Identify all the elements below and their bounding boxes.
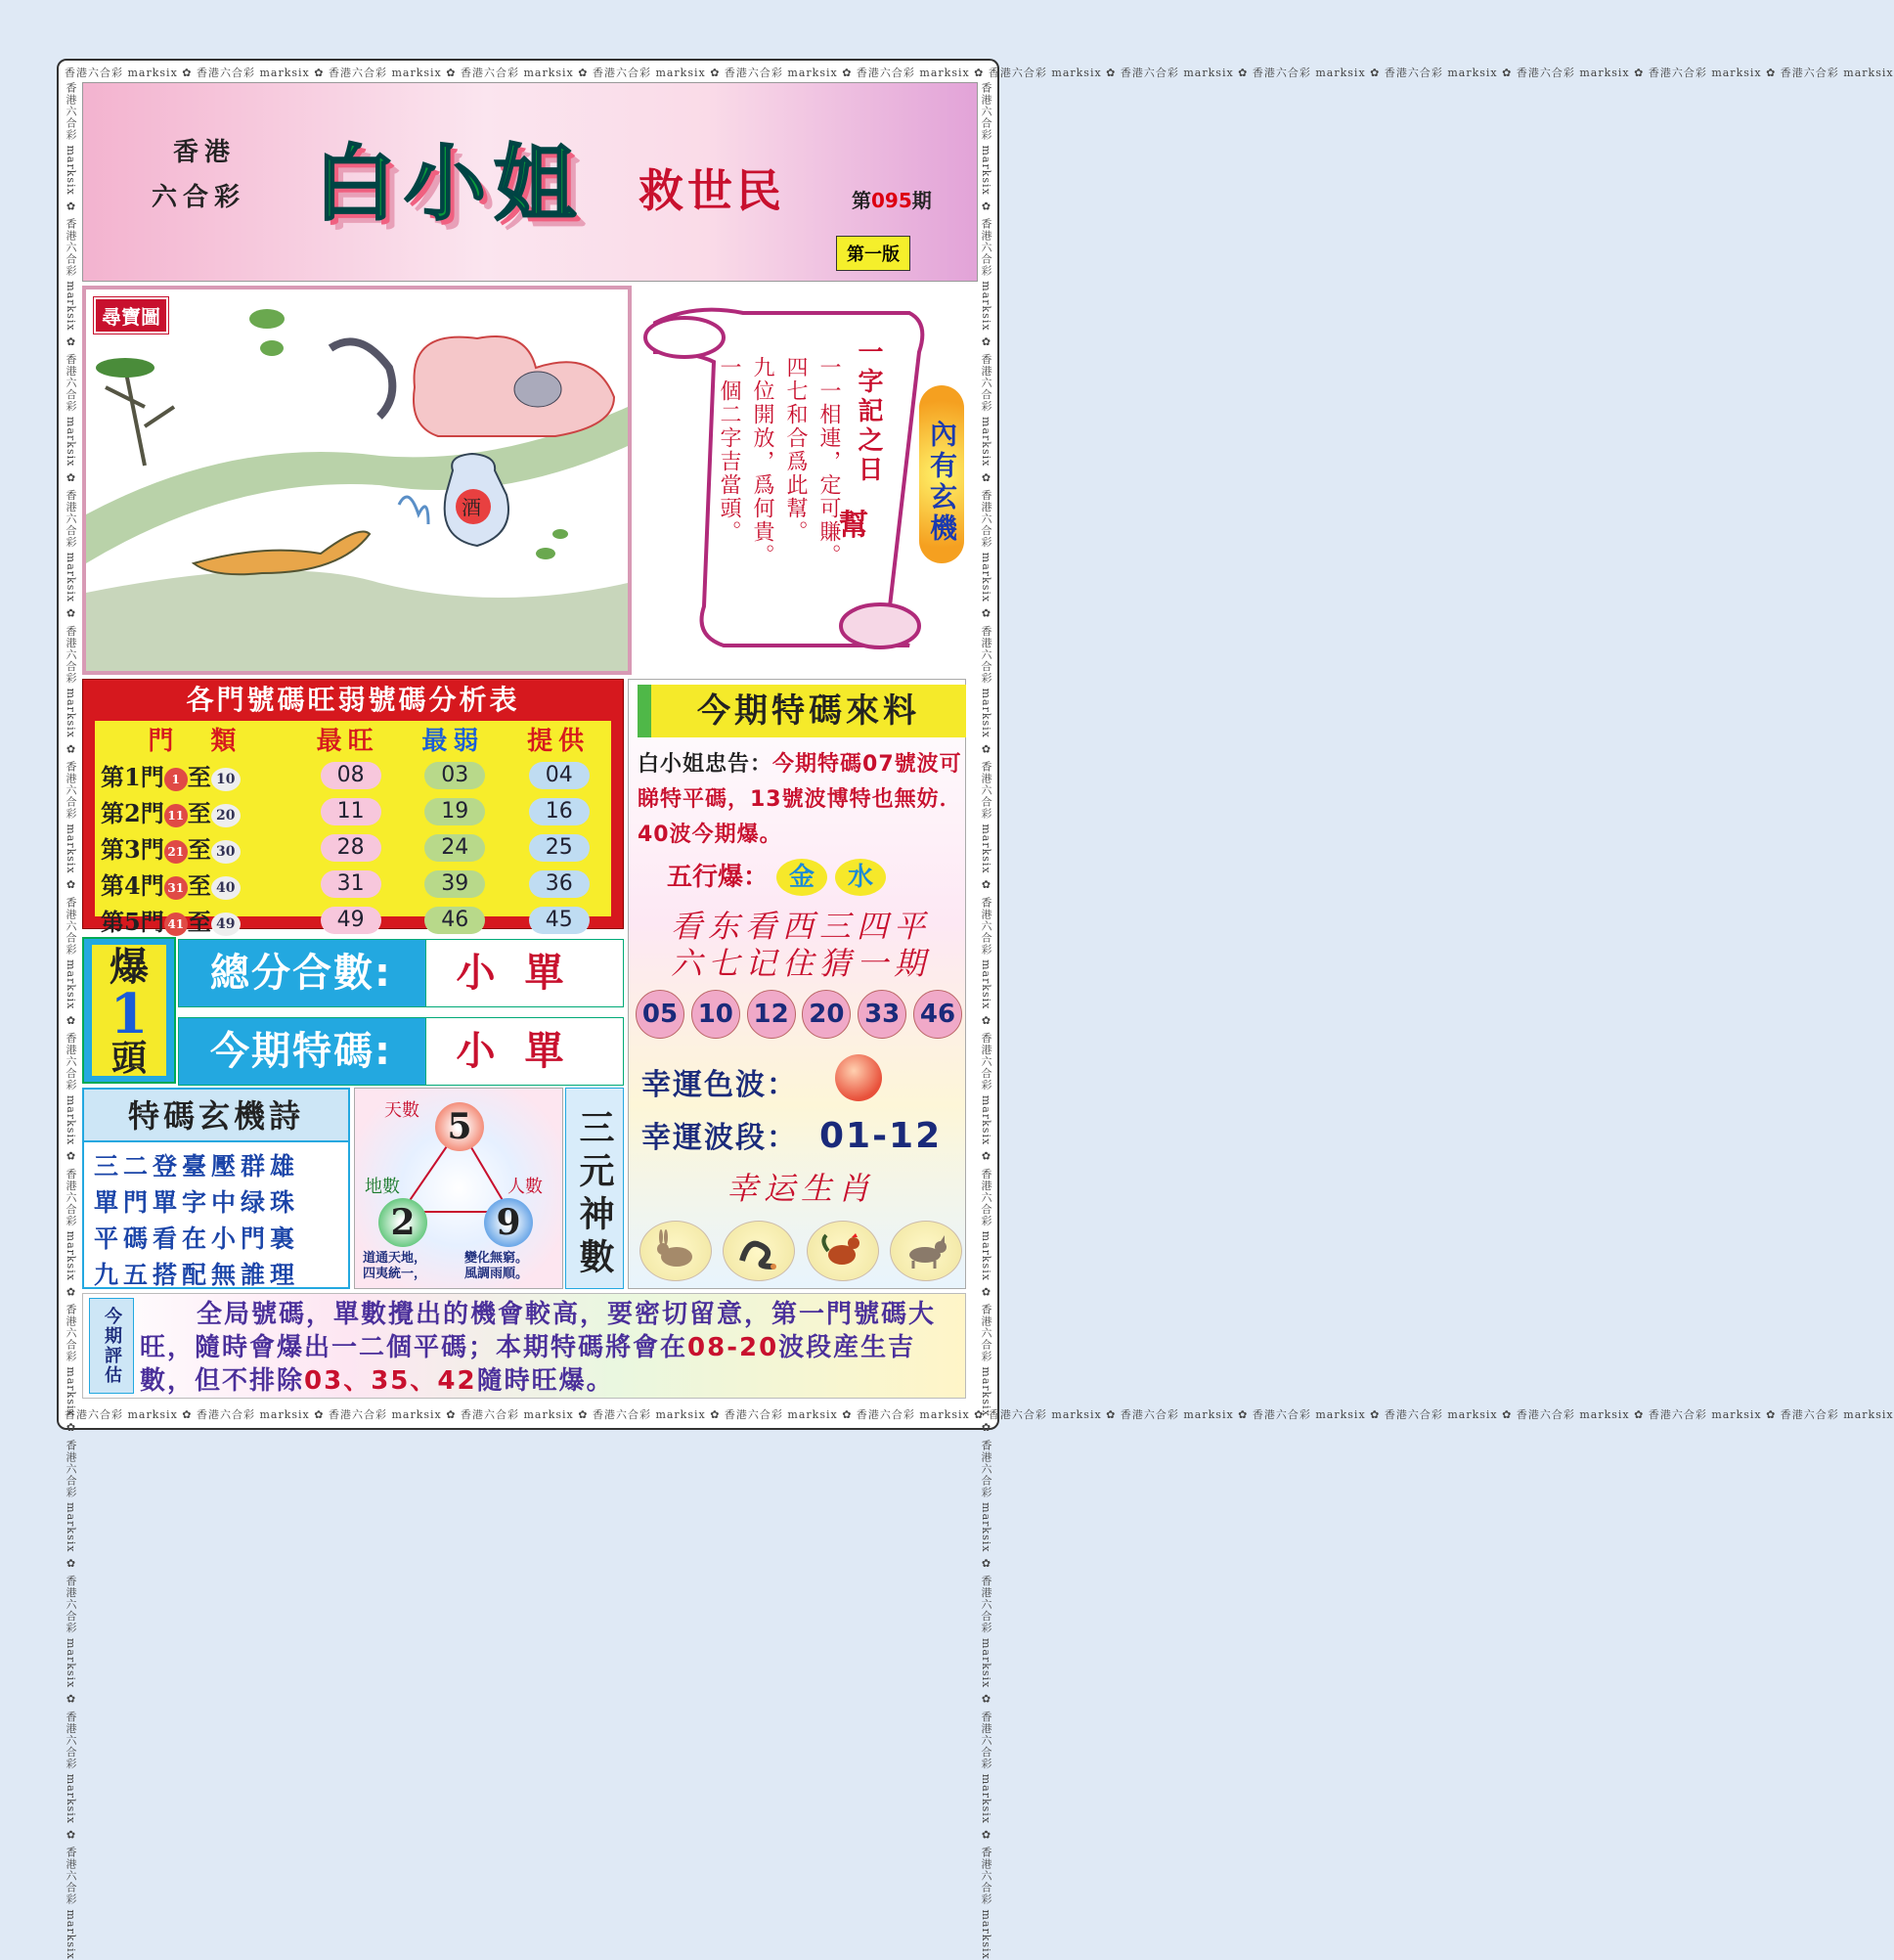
given-number: 36 — [529, 870, 590, 898]
door-range: 第2門 11 至 20 — [95, 794, 298, 828]
col-give: 提供 — [527, 727, 591, 756]
wuxing-gold: 金 — [776, 859, 827, 896]
tri-right-node: 9 — [484, 1198, 533, 1247]
scroll-answer: 幫 — [839, 509, 868, 543]
analysis-row — [95, 902, 611, 938]
hint-line2: 六七记住猜一期 — [670, 945, 931, 982]
tri-caption-right: 變化無窮。 風調雨順。 — [464, 1251, 529, 1281]
range-end-ball: 10 — [211, 768, 241, 791]
hot-number: 49 — [321, 907, 381, 934]
tri-top-label: 天數 — [384, 1100, 419, 1121]
number-ball: 20 — [802, 990, 851, 1039]
lucky-numbers — [636, 990, 962, 1039]
scroll-riddle — [636, 293, 931, 665]
scroll-line: 一一相連，定可賺。 — [816, 356, 841, 567]
poem-line: 平碼看在小門裏 — [94, 1225, 300, 1253]
tri-top-node: 5 — [435, 1102, 484, 1151]
region-line1: 香港 — [173, 138, 237, 167]
border-right: 香港六合彩 marksix ✿ 香港六合彩 marksix ✿ 香港六合彩 marksix ✿ 香港六合彩 marksix ✿ 香港六合彩 marksix ✿ 香港六合彩 marksix ✿ 香港六合彩 marksix ✿ 香港六合彩 marksix ✿ 香港六合彩 marksix ✿ 香港六合彩 marksix ✿ 香港六合彩 marksix ✿ 香港六合彩 marksix ✿ 香港六合彩 marksix ✿ 香港六合彩 marksix — [980, 82, 992, 1960]
hot-number: 28 — [321, 834, 381, 862]
given-number: 25 — [529, 834, 590, 862]
lucky-color-row: 幸運色波： — [641, 1068, 798, 1102]
door-range: 第5門 41 至 49 — [95, 903, 298, 937]
lucky-range-row: 幸運波段： 01-12 — [641, 1116, 943, 1156]
advice-text: 白小姐忠告：今期特碼07號波可睇特平碼，13號波博特也無妨．40波今期爆。 — [638, 752, 962, 847]
zodiac-title: 幸运生肖 — [726, 1170, 875, 1207]
total-sum-bar — [178, 939, 624, 1007]
total-sum-label: 總分合數: — [210, 951, 392, 996]
tri-right-label: 人數 — [507, 1177, 543, 1197]
wuxing-water: 水 — [835, 859, 886, 896]
range-end-ball: 40 — [211, 876, 241, 900]
door-range: 第3門 21 至 30 — [95, 830, 298, 865]
range-start-ball: 11 — [164, 804, 188, 827]
cold-number: 46 — [424, 907, 485, 934]
wuxing-label: 五行爆： — [667, 863, 770, 892]
range-end-ball: 49 — [211, 913, 241, 936]
poem-title: 特碼玄機詩 — [84, 1090, 348, 1142]
treasure-map — [82, 286, 632, 675]
evaluation-tag: 今期評估 — [89, 1298, 134, 1394]
special-label: 今期特碼: — [210, 1029, 392, 1074]
hint-line1: 看东看西三四平 — [670, 908, 931, 945]
mystery-badge: 內有玄機 — [919, 385, 964, 563]
poem-line: 九五搭配無誰理 — [94, 1261, 300, 1289]
number-ball: 46 — [913, 990, 962, 1039]
lucky-color-ball — [835, 1054, 882, 1101]
number-ball: 05 — [636, 990, 684, 1039]
scroll-lines — [712, 356, 845, 620]
rooster-icon — [807, 1221, 879, 1281]
special-bar — [178, 1017, 624, 1086]
poem-box — [82, 1088, 350, 1289]
col-cold: 最弱 — [421, 727, 485, 756]
door-range: 第1門 1 至 10 — [95, 758, 298, 792]
cold-number: 19 — [424, 798, 485, 825]
given-number: 16 — [529, 798, 590, 825]
sanyuan-label: 三元神數 — [565, 1088, 624, 1289]
cold-number: 03 — [424, 762, 485, 789]
range-start-ball: 41 — [164, 913, 188, 936]
bao-l2: 1 — [110, 982, 149, 1047]
treasure-label: 尋寶圖 — [94, 297, 168, 334]
analysis-row — [95, 866, 611, 902]
analysis-row — [95, 757, 611, 793]
evaluation-text: 全局號碼，單數攪出的機會較高，要密切留意，第一門號碼大旺，隨時會爆出一二個平碼；本期特碼將會在08-20波段産生吉數，但不排除03、35、42隨時旺爆。 — [140, 1300, 937, 1396]
poem-line: 三二登臺壓群雄 — [94, 1152, 300, 1180]
analysis-table — [82, 679, 624, 936]
cold-number: 39 — [424, 870, 485, 898]
range-end-ball: 20 — [211, 804, 241, 827]
total-sum-value: 小單 — [425, 940, 623, 1006]
number-triangle — [354, 1088, 563, 1289]
hot-number: 31 — [321, 870, 381, 898]
special-source-title: 今期特碼來料 — [638, 685, 966, 737]
treasure-illustration — [86, 290, 628, 671]
analysis-header-row — [95, 721, 611, 757]
poem-line: 單門單字中绿珠 — [94, 1188, 300, 1217]
tri-caption-left: 道通天地， 四夷統一， — [363, 1251, 427, 1281]
cold-number: 24 — [424, 834, 485, 862]
col-hot: 最旺 — [316, 727, 379, 756]
range-end-ball: 30 — [211, 840, 241, 864]
tri-left-label: 地數 — [365, 1177, 400, 1197]
border-bottom: 香港六合彩 marksix ✿ 香港六合彩 marksix ✿ 香港六合彩 marksix ✿ 香港六合彩 marksix ✿ 香港六合彩 marksix ✿ 香港六合彩 marksix ✿ 香港六合彩 marksix ✿ 香港六合彩 marksix ✿ 香港六合彩 marksix ✿ 香港六合彩 marksix ✿ 香港六合彩 marksix ✿ 香港六合彩 marksix ✿ 香港六合彩 marksix ✿ 香港六合彩 marksix — [65, 1408, 1894, 1421]
issue-number: 第095期 — [852, 189, 932, 212]
zodiac-row — [639, 1221, 962, 1281]
analysis-title: 各門號碼旺弱號碼分析表 — [186, 684, 520, 716]
wuxing-row — [667, 857, 886, 896]
border-top: 香港六合彩 marksix ✿ 香港六合彩 marksix ✿ 香港六合彩 marksix ✿ 香港六合彩 marksix ✿ 香港六合彩 marksix ✿ 香港六合彩 marksix ✿ 香港六合彩 marksix ✿ 香港六合彩 marksix ✿ 香港六合彩 marksix ✿ 香港六合彩 marksix ✿ 香港六合彩 marksix ✿ 香港六合彩 marksix ✿ 香港六合彩 marksix ✿ 香港六合彩 marksix — [65, 67, 1894, 79]
rabbit-icon — [639, 1221, 712, 1281]
number-ball: 10 — [691, 990, 740, 1039]
border-left: 香港六合彩 marksix ✿ 香港六合彩 marksix ✿ 香港六合彩 marksix ✿ 香港六合彩 marksix ✿ 香港六合彩 marksix ✿ 香港六合彩 marksix ✿ 香港六合彩 marksix ✿ 香港六合彩 marksix ✿ 香港六合彩 marksix ✿ 香港六合彩 marksix ✿ 香港六合彩 marksix ✿ 香港六合彩 marksix ✿ 香港六合彩 marksix ✿ 香港六合彩 marksix — [65, 82, 77, 1960]
region-line2: 六合彩 — [152, 183, 246, 212]
col-door: 門 類 — [148, 727, 242, 756]
lucky-range-value: 01-12 — [819, 1116, 943, 1156]
header — [82, 82, 978, 282]
bao-l3: 頭 — [110, 1038, 147, 1079]
scroll-line: 一個二字吉當頭。 — [717, 356, 741, 544]
given-number: 45 — [529, 907, 590, 934]
hot-number: 08 — [321, 762, 381, 789]
tri-left-node: 2 — [378, 1198, 427, 1247]
snake-icon — [723, 1221, 795, 1281]
number-ball: 12 — [747, 990, 796, 1039]
page-title: 白小姐 — [314, 136, 585, 232]
scroll-line: 四七和合爲此幫。 — [783, 356, 808, 544]
scroll-title: 一字記之日 — [854, 338, 883, 485]
evaluation-box — [82, 1293, 966, 1399]
edition-badge: 第一版 — [836, 236, 910, 271]
number-ball: 33 — [858, 990, 906, 1039]
analysis-row — [95, 829, 611, 866]
bao-label — [82, 937, 176, 1084]
range-start-ball: 21 — [164, 840, 188, 864]
page-subtitle: 救世民 — [639, 164, 785, 217]
range-start-ball: 31 — [164, 876, 188, 900]
door-range: 第4門 31 至 40 — [95, 867, 298, 901]
jar-label: 酒 — [462, 496, 481, 519]
scroll-line: 九位開放，爲何貴。 — [750, 356, 774, 567]
hot-number: 11 — [321, 798, 381, 825]
range-start-ball: 1 — [164, 768, 188, 791]
bao-l1: 爆 — [110, 944, 149, 990]
special-value: 小單 — [425, 1018, 623, 1085]
given-number: 04 — [529, 762, 590, 789]
dog-icon — [890, 1221, 962, 1281]
analysis-row — [95, 793, 611, 829]
